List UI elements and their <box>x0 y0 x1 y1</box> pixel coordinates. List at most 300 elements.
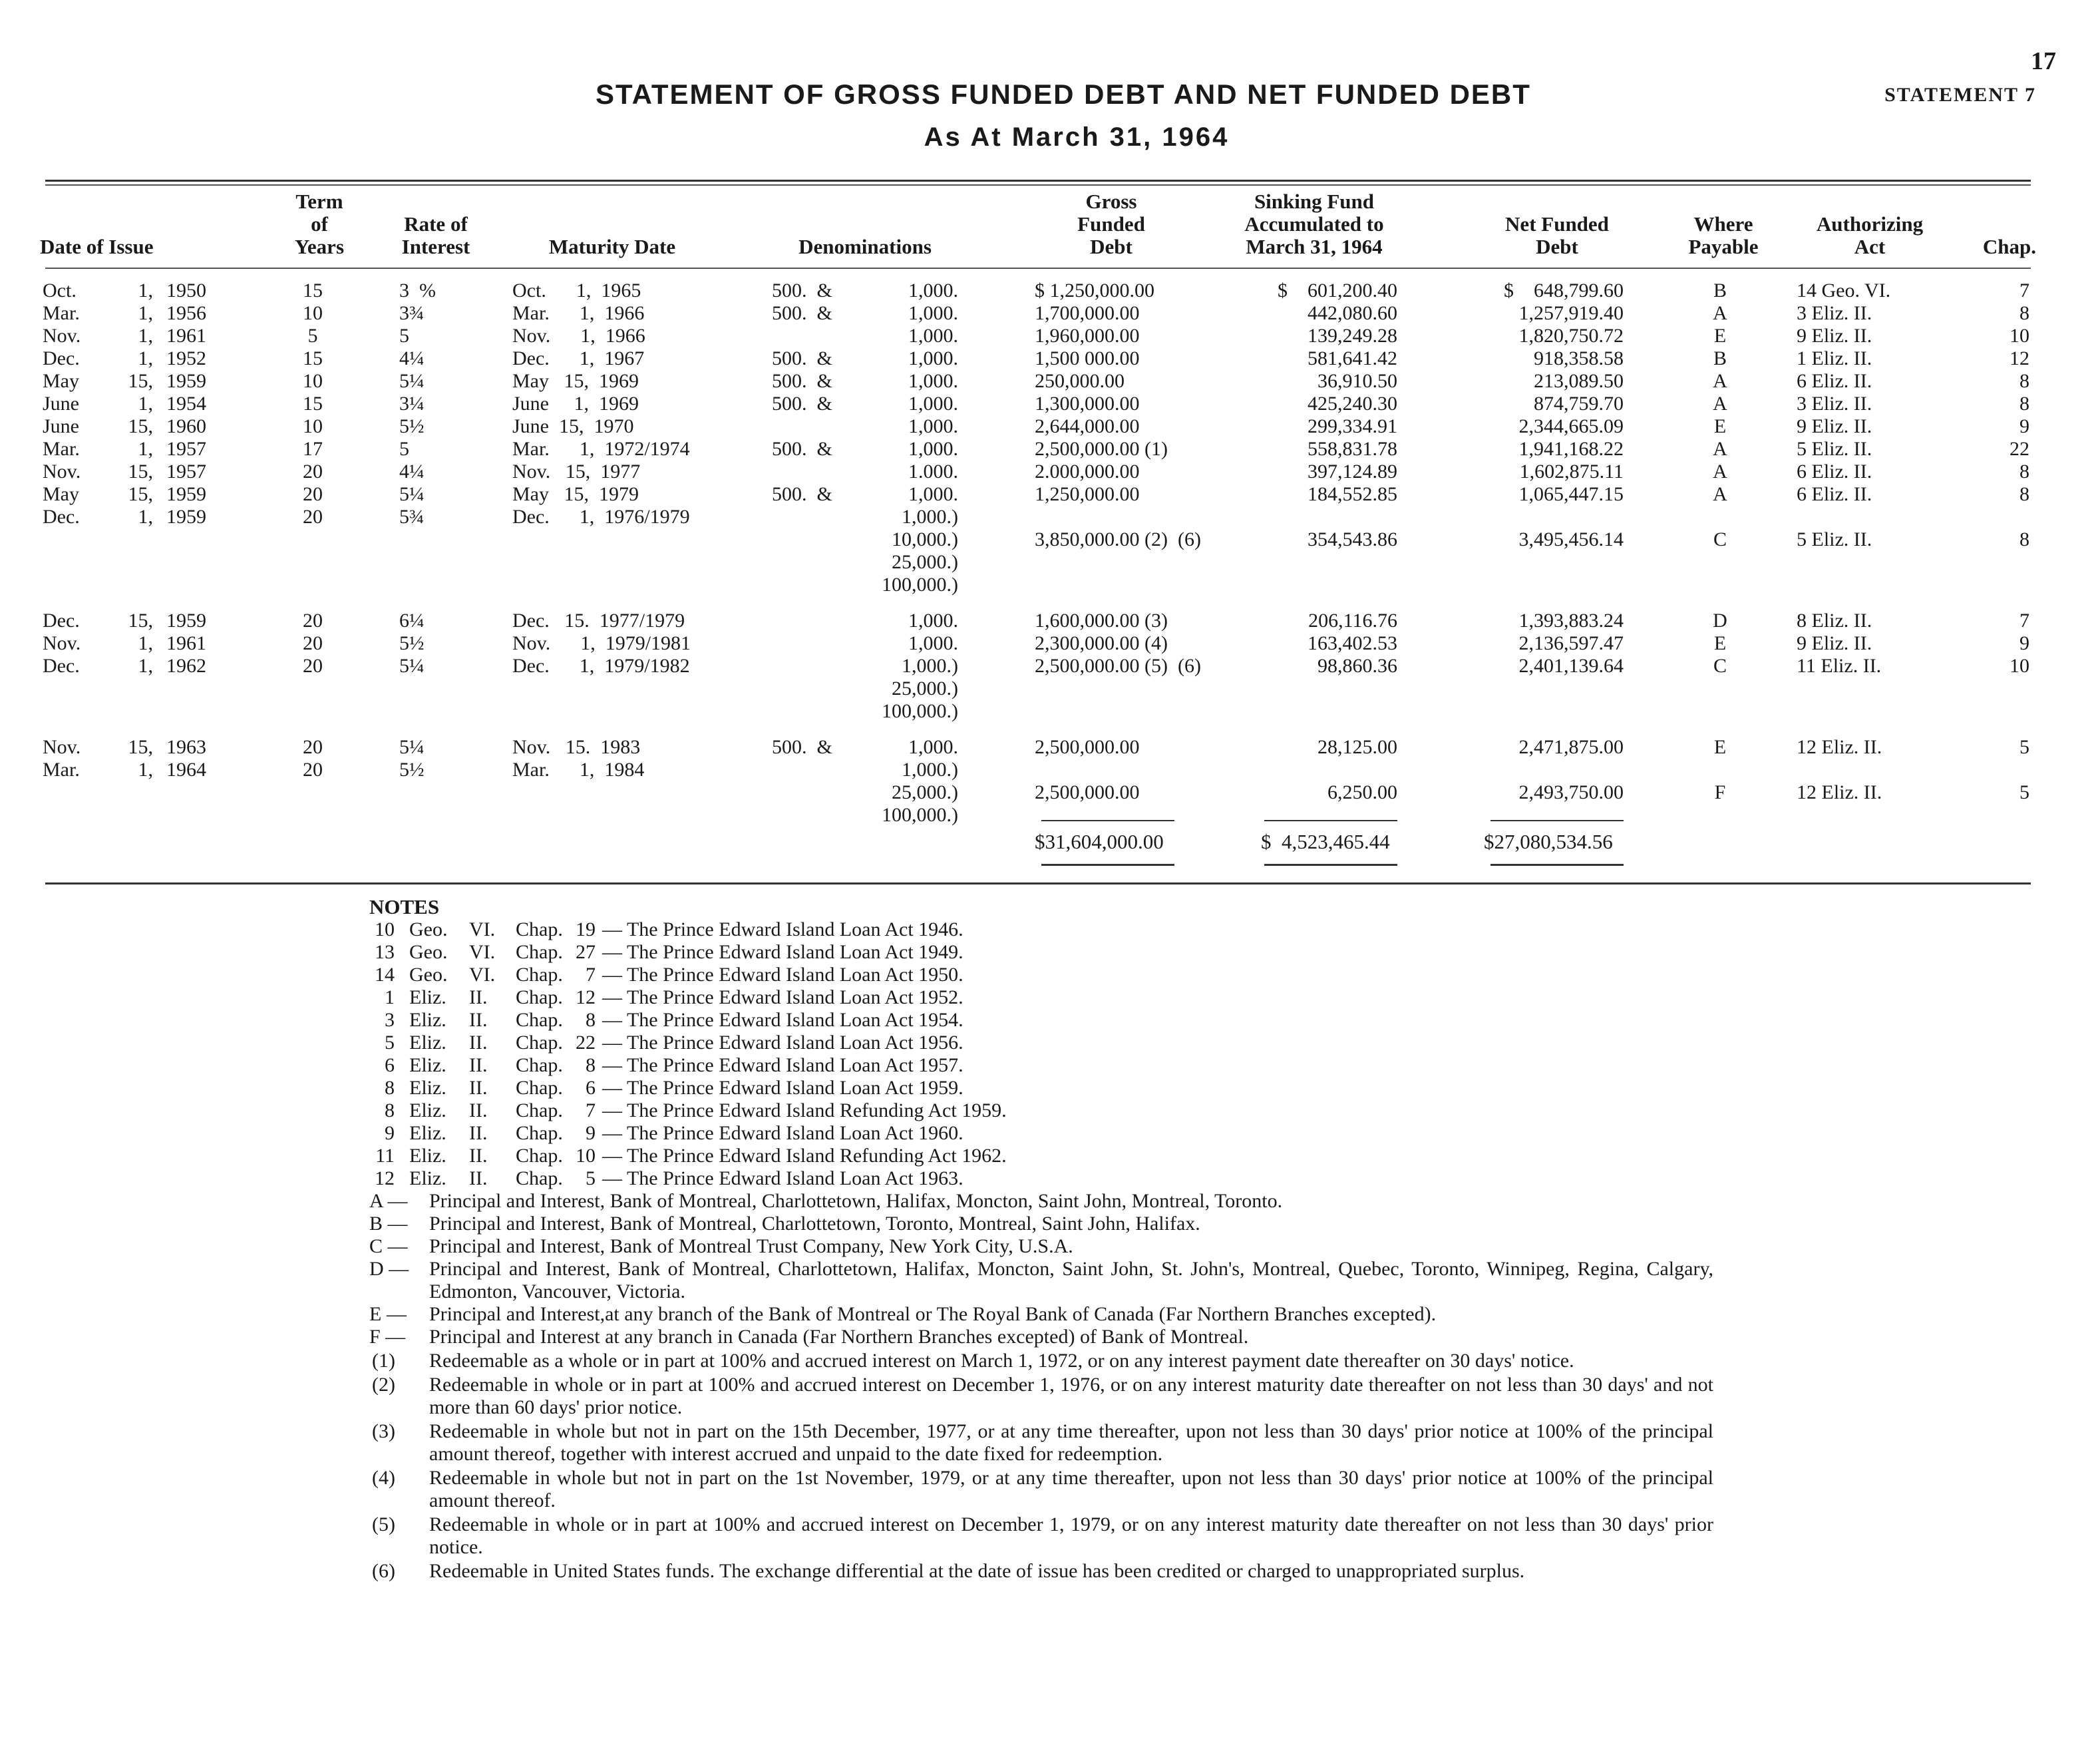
redemption-text: Redeemable in whole or in part at 100% and accrued interest on December 1, 1976, or on any interest maturity date thereafter on not less than 30 days' and not more than 60 days' prior notice. <box>429 1374 1713 1418</box>
cell-sink: 36,910.50 <box>1317 370 1397 392</box>
cell-rate: 3¼ <box>399 393 425 415</box>
cell-term: 15 <box>303 347 323 369</box>
act-num: 1 <box>385 986 395 1008</box>
redemption-note <box>369 1374 1713 1419</box>
cell-yr: 1954 <box>166 393 206 415</box>
act-note <box>369 1054 1713 1077</box>
act-note <box>369 918 1713 941</box>
table-row <box>0 347 2100 370</box>
redemption-text: Redeemable in whole but not in part on the 1st November, 1979, or at any time thereafter, upon not less than 30 days' prior notice at 100% of the principal amount thereof. <box>429 1467 1713 1511</box>
act-reign: Eliz. <box>409 1167 446 1189</box>
payable-note <box>369 1213 1713 1235</box>
act-chap: Chap. <box>516 1122 563 1144</box>
act-no: 19 <box>576 918 596 940</box>
cell-mat: June 1, 1969 <box>512 393 639 415</box>
act-text: — The Prince Edward Island Loan Act 1946. <box>602 918 963 940</box>
cell-rate: 5¾ <box>399 506 425 528</box>
cell-where: E <box>1713 632 1727 654</box>
cell-where: A <box>1713 393 1727 415</box>
cell-gross: 1,600,000.00 (3) <box>1035 610 1168 632</box>
cell-chap: 22 <box>2010 438 2029 460</box>
cell-sink: 28,125.00 <box>1317 736 1397 758</box>
cell-sink: $ 601,200.40 <box>1278 280 1397 301</box>
cell-auth: 6 Eliz. II. <box>1797 461 1872 483</box>
cell-auth: 1 Eliz. II. <box>1797 347 1872 369</box>
cell-day: 1, <box>138 759 153 781</box>
cell-gross: 1,960,000.00 <box>1035 325 1140 347</box>
act-reign: Geo. <box>409 918 448 940</box>
act-num: 3 <box>385 1009 395 1031</box>
cell-den2: 1,000. <box>908 302 958 324</box>
cell-term: 20 <box>303 506 323 528</box>
act-text: — The Prince Edward Island Loan Act 1960. <box>602 1122 963 1144</box>
act-reign: Eliz. <box>409 1145 446 1167</box>
cell-den1: 500. & <box>772 438 832 460</box>
cell-den2: 1,000. <box>908 483 958 505</box>
act-note <box>369 964 1713 986</box>
cell-mon: Dec. <box>43 506 80 528</box>
payable-note <box>369 1235 1713 1258</box>
cell-net: 1,257,919.40 <box>1518 302 1624 324</box>
cell-mat: Dec. 15. 1977/1979 <box>512 610 685 632</box>
cell-day: 1, <box>138 347 153 369</box>
act-no: 5 <box>586 1167 596 1189</box>
act-reign: Eliz. <box>409 1009 446 1031</box>
cell-where: A <box>1713 438 1727 460</box>
cell-gross: 2,500,000.00 (1) <box>1035 438 1168 460</box>
act-text: — The Prince Edward Island Loan Act 1950. <box>602 964 963 986</box>
act-reign: Eliz. <box>409 1054 446 1076</box>
act-note <box>369 1077 1713 1099</box>
act-text: — The Prince Edward Island Refunding Act 1959. <box>602 1099 1007 1121</box>
cell-sink: 98,860.36 <box>1317 655 1397 677</box>
header-date: Date of Issue <box>40 235 154 258</box>
act-roman: II. <box>469 986 488 1008</box>
cell-mon: Nov. <box>43 461 81 483</box>
act-text: — The Prince Edward Island Loan Act 1959. <box>602 1077 963 1099</box>
cell-rate: 5½ <box>399 632 425 654</box>
cell-chap: 9 <box>2019 632 2029 654</box>
act-no: 8 <box>586 1009 596 1031</box>
payable-note <box>369 1326 1713 1348</box>
header-sinking: Sinking Fund Accumulated to March 31, 1964 <box>1244 190 1384 258</box>
sinking-total-rule-top <box>1264 820 1397 821</box>
table-row <box>0 483 2100 506</box>
cell-chap: 8 <box>2019 461 2029 483</box>
cell-chap: 10 <box>2010 325 2029 347</box>
act-chap: Chap. <box>516 1009 563 1031</box>
cell-rate: 4¼ <box>399 347 425 369</box>
header-denominations: Denominations <box>798 235 932 258</box>
payable-letter: C — <box>369 1235 408 1257</box>
cell-yr: 1961 <box>166 632 206 654</box>
cell-rate: 5½ <box>399 759 425 781</box>
cell-yr: 1952 <box>166 347 206 369</box>
redemption-number: (5) <box>372 1513 395 1535</box>
cell-net: 1,393,883.24 <box>1518 610 1624 632</box>
cell-gross: 2,500,000.00 <box>1035 781 1140 803</box>
cell-yr: 1959 <box>166 506 206 528</box>
sinking-total-rule-bottom <box>1264 864 1397 866</box>
cell-term: 20 <box>303 610 323 632</box>
cell-day: 1, <box>138 506 153 528</box>
cell-term: 10 <box>303 302 323 324</box>
cell-sink: 354,543.86 <box>1308 528 1397 550</box>
table-row <box>0 781 2100 804</box>
act-text: — The Prince Edward Island Loan Act 1952. <box>602 986 963 1008</box>
cell-chap: 5 <box>2019 736 2029 758</box>
cell-day: 1, <box>138 655 153 677</box>
cell-auth: 5 Eliz. II. <box>1797 438 1872 460</box>
payable-text: Principal and Interest, Bank of Montreal, Charlottetown, Halifax, Moncton, Saint John, Montreal, Toronto. <box>429 1190 1283 1212</box>
cell-day: 1, <box>138 438 153 460</box>
cell-den2: 1,000.) <box>902 655 958 677</box>
cell-den2: 1,000. <box>908 393 958 415</box>
cell-gross: 2,300,000.00 (4) <box>1035 632 1168 654</box>
cell-auth: 9 Eliz. II. <box>1797 632 1872 654</box>
cell-where: E <box>1713 736 1727 758</box>
net-total-rule-bottom <box>1490 864 1624 866</box>
top-rule <box>45 180 2031 182</box>
redemption-note <box>369 1513 1713 1559</box>
cell-day: 15, <box>128 736 153 758</box>
payable-note <box>369 1303 1713 1326</box>
redemption-text: Redeemable as a whole or in part at 100% and accrued interest on March 1, 1972, or on any interest payment date thereafter on 30 days' notice. <box>429 1350 1574 1372</box>
cell-mat: Dec. 1, 1976/1979 <box>512 506 690 528</box>
cell-sink: 206,116.76 <box>1308 610 1397 632</box>
cell-auth: 9 Eliz. II. <box>1797 415 1872 437</box>
act-num: 6 <box>385 1054 395 1076</box>
cell-den1: 500. & <box>772 347 832 369</box>
cell-auth: 6 Eliz. II. <box>1797 370 1872 392</box>
cell-where: A <box>1713 370 1727 392</box>
cell-mat: Nov. 1, 1966 <box>512 325 645 347</box>
cell-where: E <box>1713 415 1727 437</box>
cell-yr: 1961 <box>166 325 206 347</box>
cell-den2: 100,000.) <box>882 574 958 596</box>
redemption-number: (4) <box>372 1467 395 1489</box>
payable-text: Principal and Interest, Bank of Montreal, Charlottetown, Toronto, Montreal, Saint John, Halifax. <box>429 1213 1200 1235</box>
payable-letter: B — <box>369 1213 408 1235</box>
header-term: Term of Years <box>294 190 345 258</box>
cell-term: 20 <box>303 483 323 505</box>
cell-den2: 10,000.) <box>892 528 958 550</box>
cell-den2: 1,000. <box>908 280 958 301</box>
payable-note <box>369 1190 1713 1213</box>
act-chap: Chap. <box>516 1167 563 1189</box>
cell-day: 1, <box>138 280 153 301</box>
cell-mat: Mar. 1, 1972/1974 <box>512 438 690 460</box>
table-row <box>0 655 2100 678</box>
cell-day: 1, <box>138 632 153 654</box>
act-chap: Chap. <box>516 986 563 1008</box>
act-text: — The Prince Edward Island Loan Act 1957. <box>602 1054 963 1076</box>
cell-chap: 8 <box>2019 370 2029 392</box>
act-no: 8 <box>586 1054 596 1076</box>
cell-rate: 6¼ <box>399 610 425 632</box>
act-roman: II. <box>469 1099 488 1121</box>
cell-gross: $ 1,250,000.00 <box>1035 280 1154 301</box>
cell-den1: 500. & <box>772 483 832 505</box>
cell-gross: 1,300,000.00 <box>1035 393 1140 415</box>
act-chap: Chap. <box>516 918 563 940</box>
table-row <box>0 528 2100 551</box>
cell-term: 20 <box>303 759 323 781</box>
act-num: 12 <box>375 1167 395 1189</box>
redemption-note <box>369 1350 1713 1372</box>
redemption-note <box>369 1420 1713 1465</box>
act-chap: Chap. <box>516 1077 563 1099</box>
cell-day: 15, <box>128 461 153 483</box>
payable-text: Principal and Interest, Bank of Montreal Trust Company, New York City, U.S.A. <box>429 1235 1073 1257</box>
cell-rate: 5½ <box>399 415 425 437</box>
cell-yr: 1959 <box>166 370 206 392</box>
cell-den2: 1,000. <box>908 610 958 632</box>
cell-net: 3,495,456.14 <box>1518 528 1624 550</box>
cell-where: A <box>1713 461 1727 483</box>
redemption-number: (1) <box>372 1350 395 1372</box>
table-row <box>0 678 2100 700</box>
page-title: STATEMENT OF GROSS FUNDED DEBT AND NET FUNDED DEBT <box>596 79 1531 110</box>
act-chap: Chap. <box>516 1054 563 1076</box>
cell-sink: 6,250.00 <box>1327 781 1397 803</box>
cell-sink: 397,124.89 <box>1308 461 1397 483</box>
cell-rate: 5¼ <box>399 483 425 505</box>
notes-title: NOTES <box>369 895 440 918</box>
page-number: 17 <box>2031 47 2056 75</box>
act-reign: Eliz. <box>409 1099 446 1121</box>
cell-den2: 1,000. <box>908 325 958 347</box>
act-reign: Eliz. <box>409 1032 446 1054</box>
cell-mat: Nov. 15. 1983 <box>512 736 641 758</box>
redemption-text: Redeemable in whole but not in part on the 15th December, 1977, or at any time thereafter, upon not less than 30 days' prior notice at 100% of the principal amount thereof, together with interest accrued and unpaid to the date fixed for redeemption. <box>429 1420 1713 1465</box>
redemption-number: (2) <box>372 1374 395 1396</box>
table-row <box>0 302 2100 325</box>
cell-where: B <box>1713 347 1727 369</box>
redemption-text: Redeemable in United States funds. The exchange differential at the date of issue has been credited or charged to unappropriated surplus. <box>429 1560 1525 1582</box>
cell-yr: 1964 <box>166 759 206 781</box>
cell-gross: 3,850,000.00 (2) (6) <box>1035 528 1201 550</box>
cell-gross: 1,700,000.00 <box>1035 302 1140 324</box>
cell-rate: 5¼ <box>399 736 425 758</box>
cell-term: 20 <box>303 736 323 758</box>
act-no: 12 <box>576 986 596 1008</box>
cell-yr: 1957 <box>166 461 206 483</box>
page-subtitle: As At March 31, 1964 <box>924 122 1230 152</box>
cell-yr: 1950 <box>166 280 206 301</box>
header-maturity: Maturity Date <box>548 235 676 258</box>
cell-term: 15 <box>303 280 323 301</box>
act-no: 22 <box>576 1032 596 1054</box>
act-note <box>369 1009 1713 1032</box>
redemption-note <box>369 1467 1713 1512</box>
redemption-list <box>369 1350 1713 1583</box>
header-auth: Authorizing Act <box>1816 212 1924 258</box>
cell-where: F <box>1714 781 1726 803</box>
cell-mat: Oct. 1, 1965 <box>512 280 641 301</box>
cell-sink: 581,641.42 <box>1308 347 1397 369</box>
act-roman: II. <box>469 1077 488 1099</box>
redemption-number: (6) <box>372 1560 395 1582</box>
cell-sink: 299,334.91 <box>1308 415 1397 437</box>
cell-term: 10 <box>303 415 323 437</box>
act-reign: Eliz. <box>409 1122 446 1144</box>
cell-den1: 500. & <box>772 370 832 392</box>
cell-auth: 11 Eliz. II. <box>1797 655 1882 677</box>
cell-mon: Nov. <box>43 632 81 654</box>
act-no: 27 <box>576 941 596 963</box>
cell-den2: 100,000.) <box>882 700 958 722</box>
header-rule <box>45 268 2031 269</box>
cell-net: 918,358.58 <box>1534 347 1624 369</box>
cell-yr: 1963 <box>166 736 206 758</box>
cell-day: 1, <box>138 325 153 347</box>
act-no: 7 <box>586 964 596 986</box>
act-roman: II. <box>469 1167 488 1189</box>
cell-term: 5 <box>307 325 318 347</box>
table-row <box>0 370 2100 393</box>
cell-yr: 1959 <box>166 610 206 632</box>
net-total: $27,080,534.56 <box>1484 830 1613 853</box>
table-row <box>0 280 2100 302</box>
cell-where: A <box>1713 302 1727 324</box>
cell-rate: 3¾ <box>399 302 425 324</box>
cell-day: 15, <box>128 610 153 632</box>
cell-where: E <box>1713 325 1727 347</box>
cell-den1: 500. & <box>772 393 832 415</box>
act-chap: Chap. <box>516 1145 563 1167</box>
cell-auth: 5 Eliz. II. <box>1797 528 1872 550</box>
cell-day: 15, <box>128 370 153 392</box>
cell-den2: 1.000. <box>908 461 958 483</box>
cell-chap: 5 <box>2019 781 2029 803</box>
cell-den2: 100,000.) <box>882 804 958 826</box>
cell-yr: 1956 <box>166 302 206 324</box>
cell-den1: 500. & <box>772 280 832 301</box>
cell-where: B <box>1713 280 1727 301</box>
cell-gross: 2.000,000.00 <box>1035 461 1140 483</box>
payable-letter: D — <box>369 1258 409 1280</box>
cell-gross: 1,500 000.00 <box>1035 347 1140 369</box>
cell-net: 2,493,750.00 <box>1518 781 1624 803</box>
cell-yr: 1960 <box>166 415 206 437</box>
table-row <box>0 700 2100 723</box>
cell-auth: 14 Geo. VI. <box>1797 280 1891 301</box>
redemption-text: Redeemable in whole or in part at 100% and accrued interest on December 1, 1979, or on any interest maturity date thereafter on not less than 30 days' prior notice. <box>429 1513 1713 1558</box>
cell-chap: 8 <box>2019 302 2029 324</box>
header-chap: Chap. <box>1982 235 2036 258</box>
table-row <box>0 415 2100 438</box>
acts-list <box>369 918 1713 1190</box>
cell-net: 1,820,750.72 <box>1518 325 1624 347</box>
cell-mon: Nov. <box>43 736 81 758</box>
cell-net: 2,401,139.64 <box>1518 655 1624 677</box>
cell-term: 15 <box>303 393 323 415</box>
cell-mon: Dec. <box>43 610 80 632</box>
payable-text: Principal and Interest at any branch in Canada (Far Northern Branches excepted) of Bank of Montreal. <box>429 1326 1249 1348</box>
cell-rate: 5¼ <box>399 655 425 677</box>
cell-den2: 1,000. <box>908 415 958 437</box>
sinking-total: $ 4,523,465.44 <box>1261 830 1390 853</box>
cell-auth: 12 Eliz. II. <box>1797 781 1882 803</box>
cell-gross: 2,644,000.00 <box>1035 415 1140 437</box>
act-no: 7 <box>586 1099 596 1121</box>
act-reign: Eliz. <box>409 1077 446 1099</box>
cell-chap: 8 <box>2019 393 2029 415</box>
table-row <box>0 551 2100 574</box>
cell-mon: May <box>43 370 79 392</box>
cell-auth: 12 Eliz. II. <box>1797 736 1882 758</box>
redemption-number: (3) <box>372 1420 395 1442</box>
notes-section <box>369 896 1713 1583</box>
cell-net: 874,759.70 <box>1534 393 1624 415</box>
cell-auth: 3 Eliz. II. <box>1797 393 1872 415</box>
act-text: — The Prince Edward Island Loan Act 1956. <box>602 1032 963 1054</box>
act-roman: II. <box>469 1009 488 1031</box>
cell-sink: 139,249.28 <box>1308 325 1397 347</box>
act-roman: VI. <box>469 918 496 940</box>
bottom-rule <box>45 882 2031 884</box>
cell-den2: 1,000. <box>908 370 958 392</box>
cell-day: 1, <box>138 393 153 415</box>
act-note <box>369 1099 1713 1122</box>
cell-mat: June 15, 1970 <box>512 415 634 437</box>
cell-net: 1,065,447.15 <box>1518 483 1624 505</box>
cell-gross: 2,500,000.00 (5) (6) <box>1035 655 1201 677</box>
cell-den2: 25,000.) <box>892 678 958 699</box>
cell-den2: 1,000. <box>908 736 958 758</box>
cell-rate: 5 <box>399 438 409 460</box>
payable-letter: F — <box>369 1326 406 1348</box>
gross-total-rule-top <box>1041 820 1174 821</box>
cell-mat: Mar. 1, 1984 <box>512 759 645 781</box>
act-num: 5 <box>385 1032 395 1054</box>
act-chap: Chap. <box>516 1099 563 1121</box>
act-roman: VI. <box>469 964 496 986</box>
cell-net: 1,602,875.11 <box>1519 461 1624 483</box>
header-where: Where Payable <box>1688 212 1759 258</box>
act-text: — The Prince Edward Island Loan Act 1963. <box>602 1167 963 1189</box>
cell-gross: 250,000.00 <box>1035 370 1125 392</box>
act-reign: Eliz. <box>409 986 446 1008</box>
cell-rate: 3 % <box>399 280 436 301</box>
cell-term: 20 <box>303 655 323 677</box>
act-no: 9 <box>586 1122 596 1144</box>
cell-mat: Nov. 1, 1979/1981 <box>512 632 691 654</box>
table-row <box>0 759 2100 781</box>
header-rate: Rate of Interest <box>401 212 470 258</box>
cell-chap: 8 <box>2019 528 2029 550</box>
act-no: 6 <box>586 1077 596 1099</box>
cell-mat: Mar. 1, 1966 <box>512 302 645 324</box>
cell-day: 15, <box>128 483 153 505</box>
cell-mon: June <box>43 393 79 415</box>
cell-where: A <box>1713 483 1727 505</box>
cell-net: $ 648,799.60 <box>1504 280 1624 301</box>
cell-den2: 1,000. <box>908 347 958 369</box>
cell-mon: Dec. <box>43 347 80 369</box>
cell-den2: 1,000.) <box>902 759 958 781</box>
cell-mon: Mar. <box>43 302 80 324</box>
act-note <box>369 986 1713 1009</box>
cell-den2: 25,000.) <box>892 551 958 573</box>
cell-auth: 6 Eliz. II. <box>1797 483 1872 505</box>
cell-mat: Dec. 1, 1967 <box>512 347 645 369</box>
act-roman: II. <box>469 1054 488 1076</box>
cell-net: 2,136,597.47 <box>1518 632 1624 654</box>
act-num: 13 <box>375 941 395 963</box>
cell-mat: Nov. 15, 1977 <box>512 461 641 483</box>
